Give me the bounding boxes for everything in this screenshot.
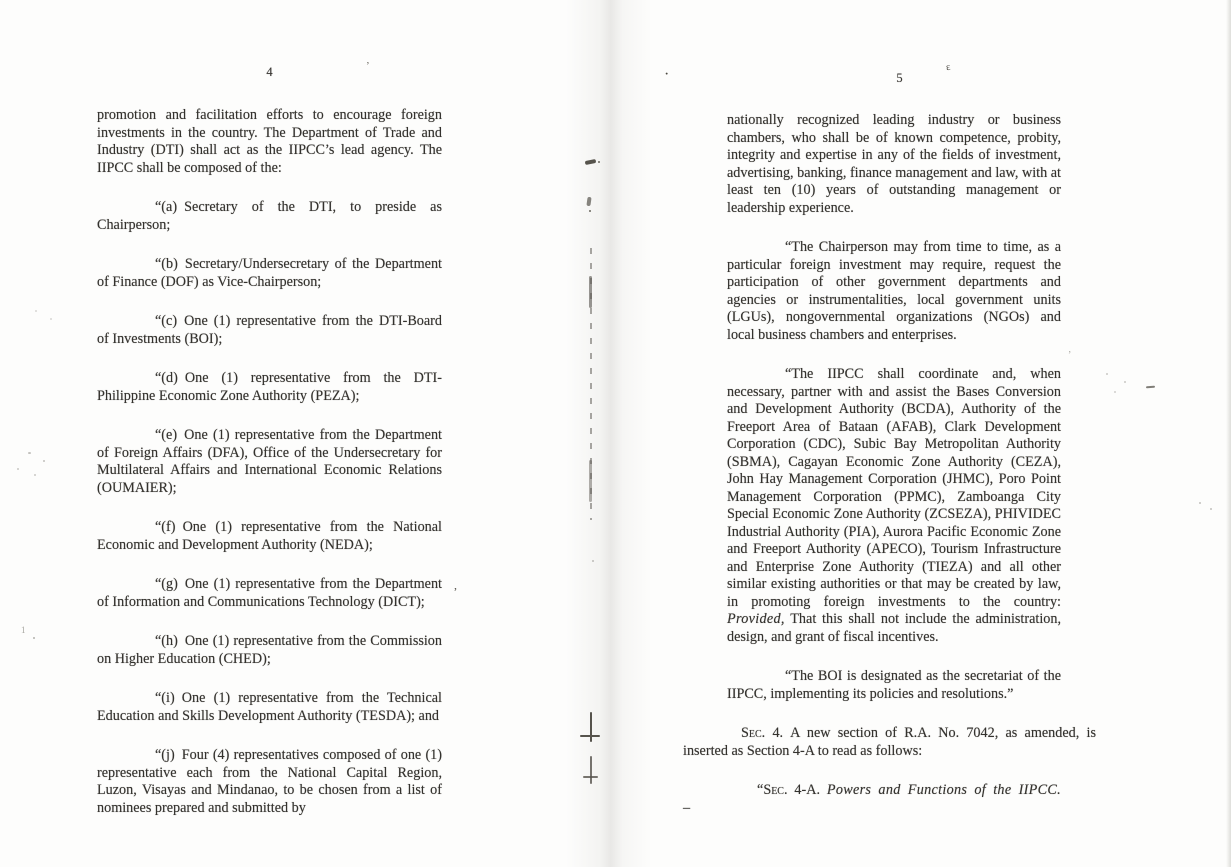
dagger-mark-horizontal — [583, 776, 598, 778]
margin-speck — [43, 460, 45, 462]
scan-dot-mark: · — [664, 66, 670, 83]
sec-4a-smallcaps: Sec. — [763, 782, 788, 798]
margin-dash — [1146, 386, 1155, 389]
paragraph-sec-4a — [683, 782, 1061, 817]
item-j: “(j) Four (4) representatives composed of one (1) representative each from the National Capital Region, Luzon, Visayas and Mindanao, to be chosen from a list of nominees prepared and submitted by — [97, 747, 442, 816]
item-i: “(i) One (1) representative from the Technical Education and Skills Development Authority (TESDA); and — [97, 690, 442, 724]
paragraph-boi-secretariat: “The BOI is designated as the secretariat of the IIPCC, implementing its policies and resolutions.” — [727, 668, 1061, 702]
coordinate-text-after: That this shall not include the administration, design, and grant of fiscal incentives. — [727, 611, 1061, 645]
item-f: “(f) One (1) representative from the National Economic and Development Authority (NEDA); — [97, 519, 442, 553]
sec-4a-number: 4-A. — [787, 782, 827, 798]
dagger-mark-vertical — [590, 712, 592, 742]
item-d: “(d) One (1) representative from the DTI-Philippine Economic Zone Authority (PEZA); — [97, 370, 442, 404]
sec-4a-open-quote: “ — [757, 782, 764, 798]
dagger-mark-vertical — [590, 756, 592, 784]
binding-smudge — [585, 159, 597, 165]
item-a: “(a) Secretary of the DTI, to preside as Chairperson; — [97, 199, 442, 233]
item-h: “(h) One (1) representative from the Commission on Higher Education (CHED); — [97, 633, 442, 667]
scan-one-mark: 1 — [21, 625, 26, 635]
page-fold-shadow — [566, 0, 652, 867]
sec-4-smallcaps: Sec. — [741, 725, 766, 741]
sec-4-text: 4. A new section of R.A. No. 7042, as amended, is inserted as Section 4-A to read as follows: — [683, 725, 1096, 759]
scan-epsilon-mark: ε — [944, 61, 952, 74]
page-number-left: 4 — [266, 65, 273, 79]
scan-tick-mark: ’ — [366, 60, 370, 72]
binding-speck — [589, 210, 591, 212]
margin-speck — [17, 468, 19, 470]
provided-italic: Provided, — [727, 611, 785, 627]
margin-speck — [1106, 373, 1108, 375]
margin-speck — [50, 318, 52, 320]
paragraph-chairperson: “The Chairperson may from time to time, as a particular foreign investment may require, request the participation of other government departments and agencies or instrumentalities, local government units (LGUs), nongovernmental organizations (NGOs) and local business chambers and enterprises. — [727, 239, 1061, 343]
item-c: “(c) One (1) representative from the DTI-Board of Investments (BOI); — [97, 313, 442, 347]
binding-speck — [598, 161, 600, 163]
margin-speck — [1199, 502, 1201, 504]
paragraph-chambers: nationally recognized leading industry or business chambers, who shall be of known competence, probity, integrity and expertise in any of the fields of investment, advertising, banking, finance management and law, with at least ten (10) years of outstanding management or leadership experience. — [727, 112, 1061, 216]
margin-speck — [34, 474, 36, 476]
page-edge-shadow — [1226, 0, 1231, 867]
margin-speck — [1124, 381, 1126, 383]
item-e: “(e) One (1) representative from the Department of Foreign Affairs (DFA), Office of the Undersecretary for Multilateral Affairs and International Economic Relations (OUMAIER); — [97, 427, 442, 496]
coordinate-text: “The IIPCC shall coordinate and, when necessary, partner with and assist the Bases Conversion and Development Authority (BCDA), Authority of the Freeport Area of Bataan (AFAB), Clark Development Corporation (CDC), Subic Bay Metropolitan Authority (SBMA), Cagayan Economic Zone Authority (CEZA), John Hay Management Corporation (JHMC), Poro Point Management Corporation (PPMC), Zamboanga City Special Economic Zone Authority (ZCSEZA), PHIVIDEC Industrial Authority (PIA), Aurora Pacific Economic Zone and Freeport Authority (APECO), Tourism Infrastructure and Enterprise Zone Authority (TIEZA) and all other similar existing authorities or that may be created by law, in promoting foreign investments to the country: — [727, 366, 1061, 610]
paragraph-continuation: promotion and facilitation efforts to encourage foreign investments in the country. The Department of Trade and Industry (DTI) shall act as the IIPCC’s lead agency. The IIPCC shall be composed of the: — [97, 107, 442, 176]
dagger-mark-horizontal — [580, 735, 600, 737]
scan-comma-mark: , — [454, 578, 457, 592]
page-4 — [97, 64, 442, 839]
margin-speck — [1114, 391, 1116, 393]
binding-dark-segment — [589, 460, 592, 502]
page-5 — [683, 70, 1096, 839]
binding-dark-segment — [589, 276, 592, 308]
binding-speck — [592, 560, 594, 562]
scan-apostrophe-mark: ’ — [1068, 350, 1072, 361]
page-number-right: 5 — [896, 71, 903, 85]
item-g: “(g) One (1) representative from the Department of Information and Communications Technology (DICT); — [97, 576, 442, 610]
paragraph-sec-4 — [683, 725, 1096, 760]
paragraph-coordinate — [727, 366, 1061, 646]
binding-smudge — [586, 197, 591, 206]
sec-4a-title-italic: Powers and Functions of the IIPCC. – — [683, 782, 1061, 816]
margin-speck — [1210, 508, 1212, 510]
margin-speck — [35, 310, 37, 312]
margin-speck — [33, 637, 35, 639]
margin-speck — [28, 452, 31, 454]
item-b: “(b) Secretary/Undersecretary of the Department of Finance (DOF) as Vice-Chairperson; — [97, 256, 442, 290]
